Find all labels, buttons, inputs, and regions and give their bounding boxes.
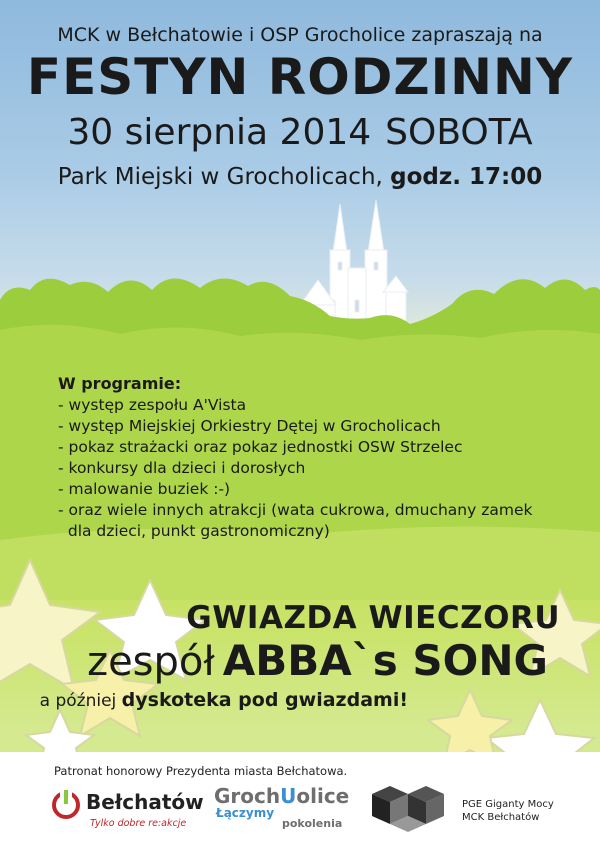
- program-item: - występ zespołu A'Vista: [58, 396, 247, 414]
- later-line: [40, 689, 408, 711]
- band-prefix: zespół: [87, 639, 215, 685]
- pge-giganty-logo: [368, 784, 458, 832]
- star-of-evening-heading: GWIAZDA WIECZORU: [186, 600, 560, 636]
- pge-text: [462, 798, 554, 824]
- grocholice-word-bottom: pokolenia: [282, 817, 343, 830]
- event-date-line: [0, 112, 600, 153]
- event-weekday: SOBOTA: [385, 112, 533, 153]
- program-item: - pokaz strażacki oraz pokaz jednostki OSW Strzelec: [58, 438, 463, 456]
- event-place: Park Miejski w Grocholicach,: [57, 164, 383, 190]
- grocholice-logo: [212, 784, 350, 834]
- patronage-note: Patronat honorowy Prezydenta miasta Bełchatowa.: [54, 764, 348, 778]
- belchatow-logo: [50, 784, 210, 834]
- pge-line-2: MCK Bełchatów: [462, 812, 540, 823]
- belchatow-tagline: Tylko dobre re:akcje: [90, 818, 187, 829]
- later-prefix: a później: [39, 691, 117, 711]
- event-place-line: [0, 164, 600, 190]
- event-date: 30 sierpnia 2014: [67, 112, 372, 153]
- band-line: [87, 636, 548, 685]
- program-list: [58, 395, 558, 542]
- program-heading: W programie:: [58, 374, 182, 393]
- program-item: - oraz wiele innych atrakcji (wata cukrowa, dmuchany zamek: [58, 501, 533, 519]
- program-section: [58, 374, 558, 542]
- event-title: FESTYN RODZINNY: [26, 48, 574, 106]
- program-item: dla dzieci, punkt gastronomiczny): [58, 522, 330, 540]
- program-item: - występ Miejskiej Orkiestry Dętej w Grocholicach: [58, 417, 441, 435]
- belchatow-name: Bełchatów: [86, 790, 204, 814]
- power-icon: [50, 788, 82, 820]
- event-time: godz. 17:00: [390, 164, 543, 190]
- later-event: dyskoteka pod gwiazdami!: [121, 689, 408, 711]
- grocholice-word-top: GrochUolice: [214, 784, 350, 808]
- grocholice-word-mid: Łączymy: [216, 806, 275, 820]
- program-item: - konkursy dla dzieci i dorosłych: [58, 459, 306, 477]
- program-item: - malowanie buziek :-): [58, 480, 231, 498]
- band-name: ABBA`s SONG: [222, 636, 548, 685]
- pge-line-1: PGE Giganty Mocy: [462, 799, 554, 810]
- invitation-line: MCK w Bełchatowie i OSP Grocholice zapraszają na: [57, 24, 543, 46]
